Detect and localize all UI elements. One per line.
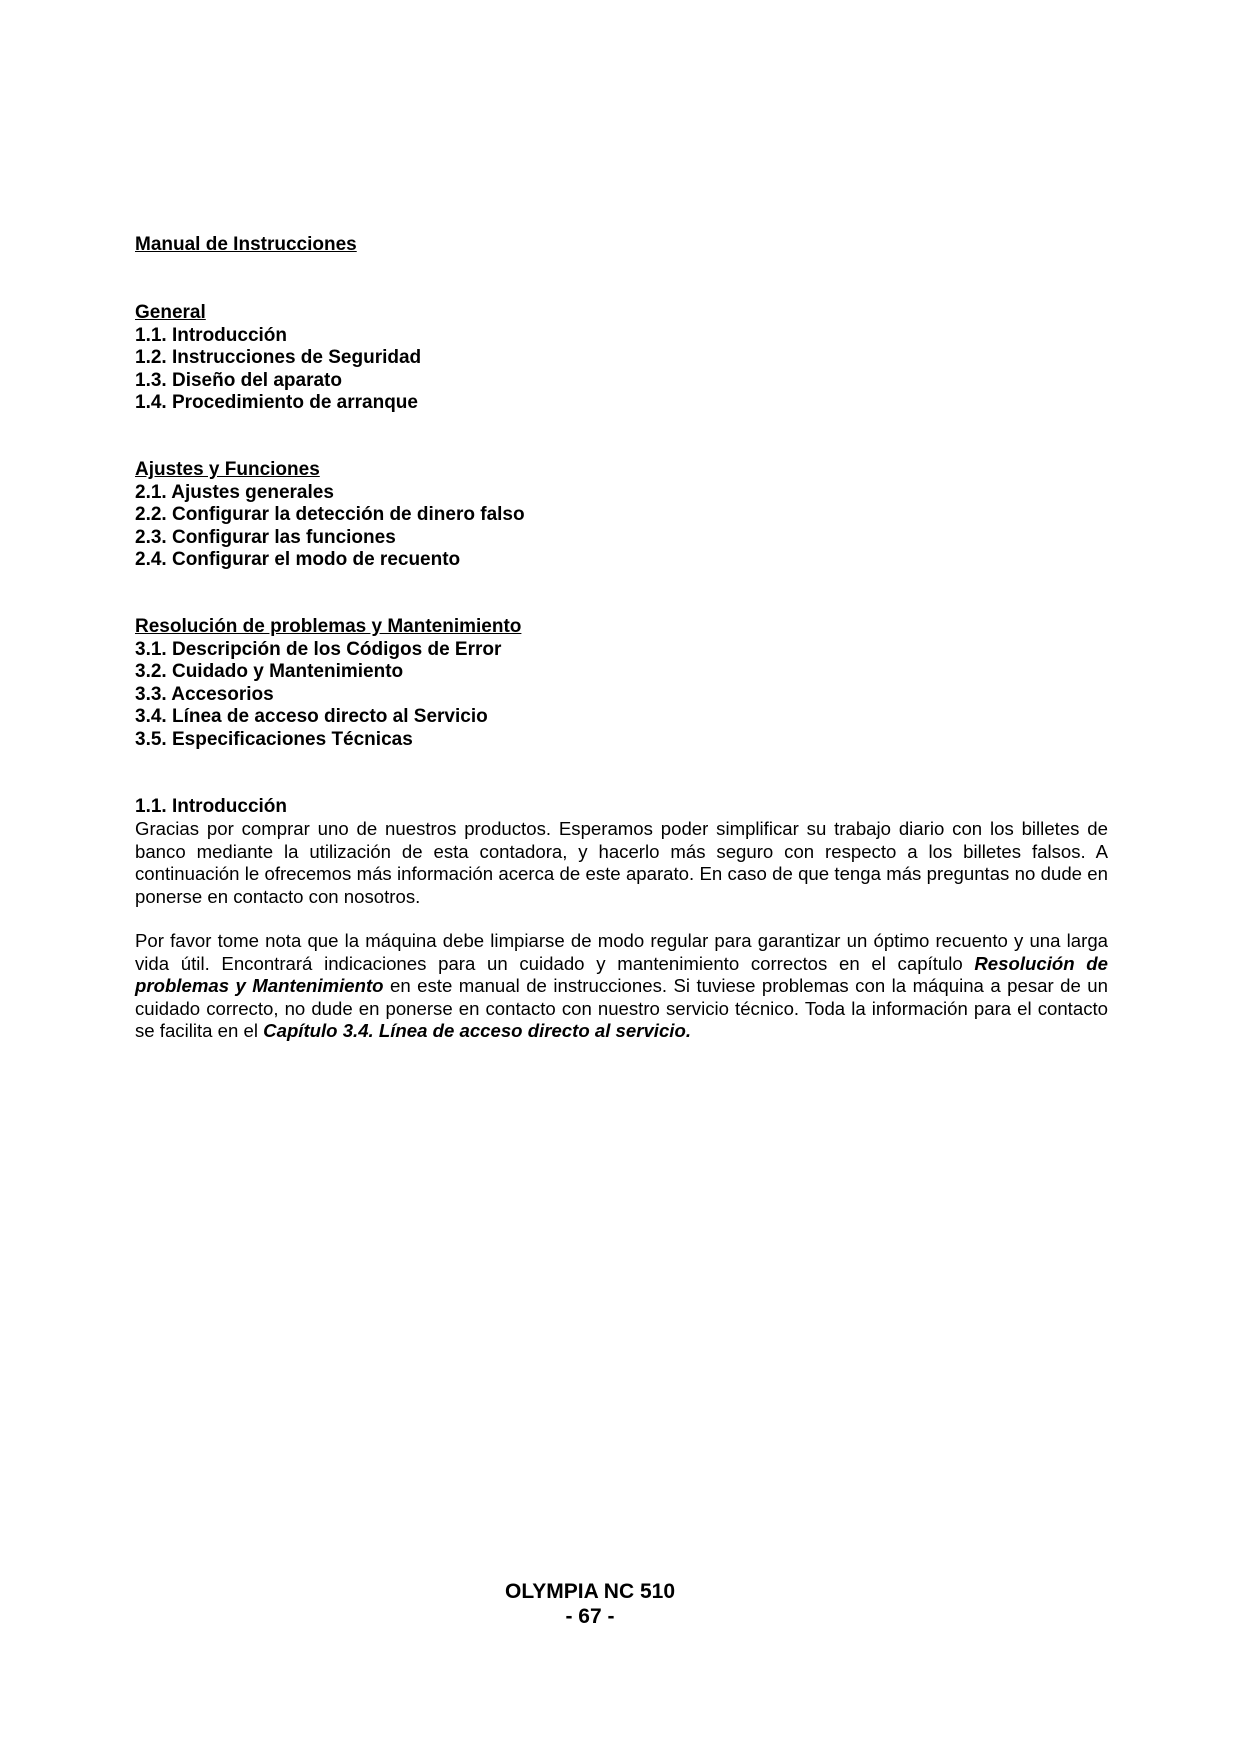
toc-item: 3.3. Accesorios [135,683,274,705]
manual-title: Manual de Instrucciones [135,234,357,255]
intro-paragraph-2 [135,930,1108,1043]
intro-paragraph-2-wrap [135,930,1108,1043]
toc-item: 1.2. Instrucciones de Seguridad [135,347,422,368]
toc-item: 3.1. Descripción de los Códigos de Error [135,638,502,660]
toc-item: 1.4. Procedimiento de arranque [135,392,418,413]
toc-item: 2.3. Configurar las funciones [135,526,396,548]
footer-model: OLYMPIA NC 510 [505,1580,675,1603]
toc-heading: Resolución de problemas y Mantenimiento [135,616,522,637]
intro-heading: 1.1. Introducción [135,796,288,817]
toc-item: 2.1. Ajustes generales [135,481,334,503]
toc-item: 2.4. Configurar el modo de recuento [135,549,461,570]
intro-paragraph-1: Gracias por comprar uno de nuestros productos. Esperamos poder simplificar su trabajo diario con los billetes de banco mediante la utilización de esta contadora, y hacerlo más seguro con respecto a los billetes falsos. A continuación le ofrecemos más información acerca de este aparato. En caso de que tenga más preguntas no dude en ponerse en contacto con nosotros. [135,818,1108,907]
p2-text-a: Por favor tome nota que la máquina debe limpiarse de modo regular para garantizar un óptimo recuento y una larga vida útil. Encontrará indicaciones para un cuidado y mantenimiento correctos en el capítulo [135,930,1108,974]
toc-item: 3.4. Línea de acceso directo al Servicio [135,706,488,727]
page-number: - 67 - [565,1605,615,1628]
p2-emphasis-capitulo: Capítulo 3.4. Línea de acceso directo al servicio. [263,1020,691,1041]
toc-item: 1.1. Introducción [135,324,288,346]
toc-item: 1.3. Diseño del aparato [135,369,342,391]
toc-section-ajustes [135,459,525,572]
intro-section [135,795,1108,819]
toc-item: 3.2. Cuidado y Mantenimiento [135,661,404,682]
toc-section-general [135,302,421,415]
p2-emphasis-resolucion: Resolución de problemas y Mantenimiento [135,952,1108,996]
p2-text-c: en este manual de instrucciones. Si tuviese problemas con la máquina a pesar de un cuidado correcto, no dude en ponerse en contacto con nuestro servicio técnico. Toda la información para el contacto se facilita en el [135,975,1108,1041]
toc-heading: General [135,302,206,323]
toc-heading: Ajustes y Funciones [135,459,320,480]
toc-section-resolucion [135,616,521,751]
toc-item: 2.2. Configurar la detección de dinero falso [135,504,525,525]
intro-paragraph-1-wrap [135,818,1108,908]
toc-item: 3.5. Especificaciones Técnicas [135,728,413,750]
